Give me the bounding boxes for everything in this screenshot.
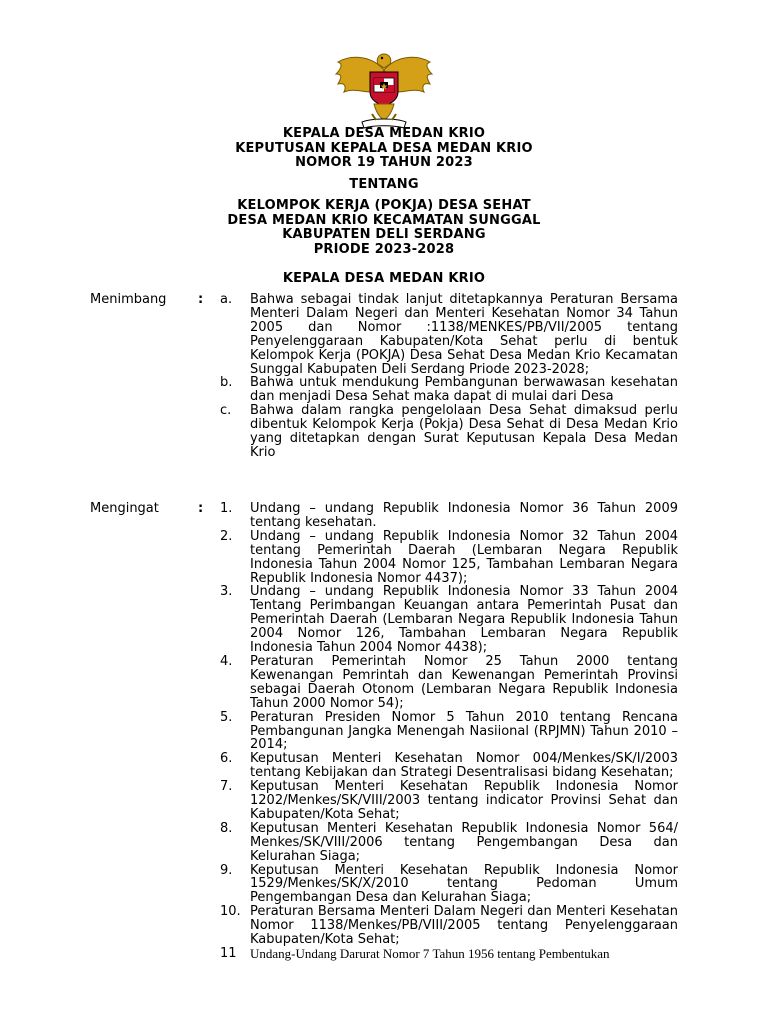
list-item — [212, 864, 678, 906]
header-line-1: KEPALA DESA MEDAN KRIO — [282, 126, 486, 141]
item-marker: 2. — [220, 528, 233, 544]
list-item — [212, 905, 678, 947]
item-marker: 11 — [220, 946, 237, 961]
title-line-4: PRIODE 2023-2028 — [313, 241, 455, 257]
list-item — [212, 822, 678, 864]
menimbang-colon: : — [198, 292, 204, 307]
item-text: Undang – undang Republik Indonesia Nomor 36 Tahun 2009 tentang kesehatan. — [250, 501, 678, 530]
list-item — [212, 780, 678, 822]
item-text: Peraturan Bersama Menteri Dalam Negeri dan Menteri Kesehatan Nomor 1138/Menkes/PB/VIII/2005 tentang Penyelenggaraan Kabupaten/Kota Sehat; — [250, 904, 678, 948]
item-marker: a. — [220, 292, 233, 307]
item-marker: c. — [220, 403, 232, 419]
item-text: Bahwa dalam rangka pengelolaan Desa Sehat dimaksud perlu dibentuk Kelompok Kerja (Pokja) Desa Sehat di Desa Medan Krio yang ditetapkan dengan Surat Keputusan Kepala Desa Medan Krio — [250, 403, 678, 460]
item-text: Undang – undang Republik Indonesia Nomor 33 Tahun 2004 Tentang Perimbangan Keuangan antara Pemerintah Pusat dan Pemerintah Daerah (Lembaran Negara Republik Indonesia Tahun 2004 Nomor 126, Tambahan Lembaran Negara Republik Indonesia Tahun 2004 Nomor 4438); — [250, 584, 678, 656]
item-text: Undang – undang Republik Indonesia Nomor 32 Tahun 2004 tentang Pemerintah Daerah (Lembaran Negara Republik Indonesia Tahun 2004 Nomor 125, Tambahan Lembaran Negara Republik Indonesia Nomor 4437); — [250, 528, 678, 586]
item-marker: 5. — [220, 709, 233, 725]
item-text: Keputusan Menteri Kesehatan Republik Indonesia Nomor 1202/Menkes/SK/VIII/2003 tentang indicator Provinsi Sehat dan Kabupaten/Kota Sehat; — [250, 779, 678, 822]
list-item — [212, 376, 678, 404]
list-item — [212, 502, 678, 530]
item-marker: 7. — [220, 779, 233, 795]
header-tentang: TENTANG — [349, 176, 419, 192]
item-marker: 9. — [220, 862, 233, 878]
menimbang-list — [212, 293, 678, 460]
title-line-1: KELOMPOK KERJA (POKJA) DESA SEHAT — [237, 198, 531, 213]
mengingat-list — [212, 502, 678, 961]
item-text: Keputusan Menteri Kesehatan Nomor 004/Menkes/SK/I/2003 tentang Kebijakan dan Strategi Desentralisasi bidang Kesehatan; — [250, 751, 678, 781]
list-item — [212, 404, 678, 460]
item-text: Bahwa sebagai tindak lanjut ditetapkannya Peraturan Bersama Menteri Dalam Negeri dan Menteri Kesehatan Nomor 34 Tahun 2005 dan Nomor :1138/MENKES/PB/VII/2005 tentang Penyelenggaraan Kabupaten/Kota Sehat perlu di bentuk Kelompok Kerja (POKJA) Desa Sehat Desa Medan Krio Kecamatan Sunggal Kabupaten Deli Serdang Priode 2023-2028; — [250, 292, 678, 377]
item-marker: 8. — [220, 820, 233, 836]
list-item — [212, 947, 678, 961]
title-line-2: DESA MEDAN KRIO KECAMATAN SUNGGAL — [227, 212, 541, 228]
item-text: Peraturan Pemerintah Nomor 25 Tahun 2000 tentang Kewenangan Pemrintah dan Kewenangan Pemerintah Provinsi sebagai Daerah Otonom (Lembaran Negara Republik Indonesia Tahun 2000 Nomor 54); — [250, 653, 678, 711]
item-text: Bahwa untuk mendukung Pembangunan berwawasan kesehatan dan menjadi Desa Sehat maka dapat di mulai dari Desa — [250, 375, 678, 405]
title-line-3: KABUPATEN DELI SERDANG — [282, 227, 486, 242]
garuda-emblem-icon — [332, 48, 436, 132]
item-text: Undang-Undang Darurat Nomor 7 Tahun 1956 tentang Pembentukan — [250, 946, 610, 961]
item-marker: 1. — [220, 501, 233, 516]
mengingat-colon: : — [198, 501, 204, 516]
item-text: Peraturan Presiden Nomor 5 Tahun 2010 tentang Rencana Pembangunan Jangka Menengah Nasiional (RPJMN) Tahun 2010 – 2014; — [250, 709, 678, 753]
list-item — [212, 585, 678, 655]
list-item — [212, 655, 678, 711]
item-marker: 3. — [220, 584, 233, 600]
list-item — [212, 293, 678, 376]
item-text: Keputusan Menteri Kesehatan Republik Indonesia Nomor 564/ Menkes/SK/VIII/2006 tentang Pengembangan Desa dan Kelurahan Siaga; — [250, 820, 678, 864]
mengingat-label: Mengingat — [90, 501, 159, 516]
item-text: Keputusan Menteri Kesehatan Republik Indonesia Nomor 1529/Menkes/SK/X/2010 tentang Pedoman Umum Pengembangan Desa dan Kelurahan Siaga; — [250, 862, 678, 906]
item-marker: b. — [220, 375, 233, 391]
list-item — [212, 752, 678, 780]
header-line-2: KEPUTUSAN KEPALA DESA MEDAN KRIO — [235, 140, 533, 156]
header-line-3: NOMOR 19 TAHUN 2023 — [295, 155, 473, 170]
list-item — [212, 530, 678, 586]
official-title: KEPALA DESA MEDAN KRIO — [282, 271, 486, 286]
list-item — [212, 711, 678, 753]
menimbang-label: Menimbang — [90, 292, 167, 307]
document-header — [0, 127, 768, 287]
item-marker: 6. — [220, 751, 233, 767]
item-marker: 10. — [220, 904, 241, 920]
item-marker: 4. — [220, 653, 233, 669]
